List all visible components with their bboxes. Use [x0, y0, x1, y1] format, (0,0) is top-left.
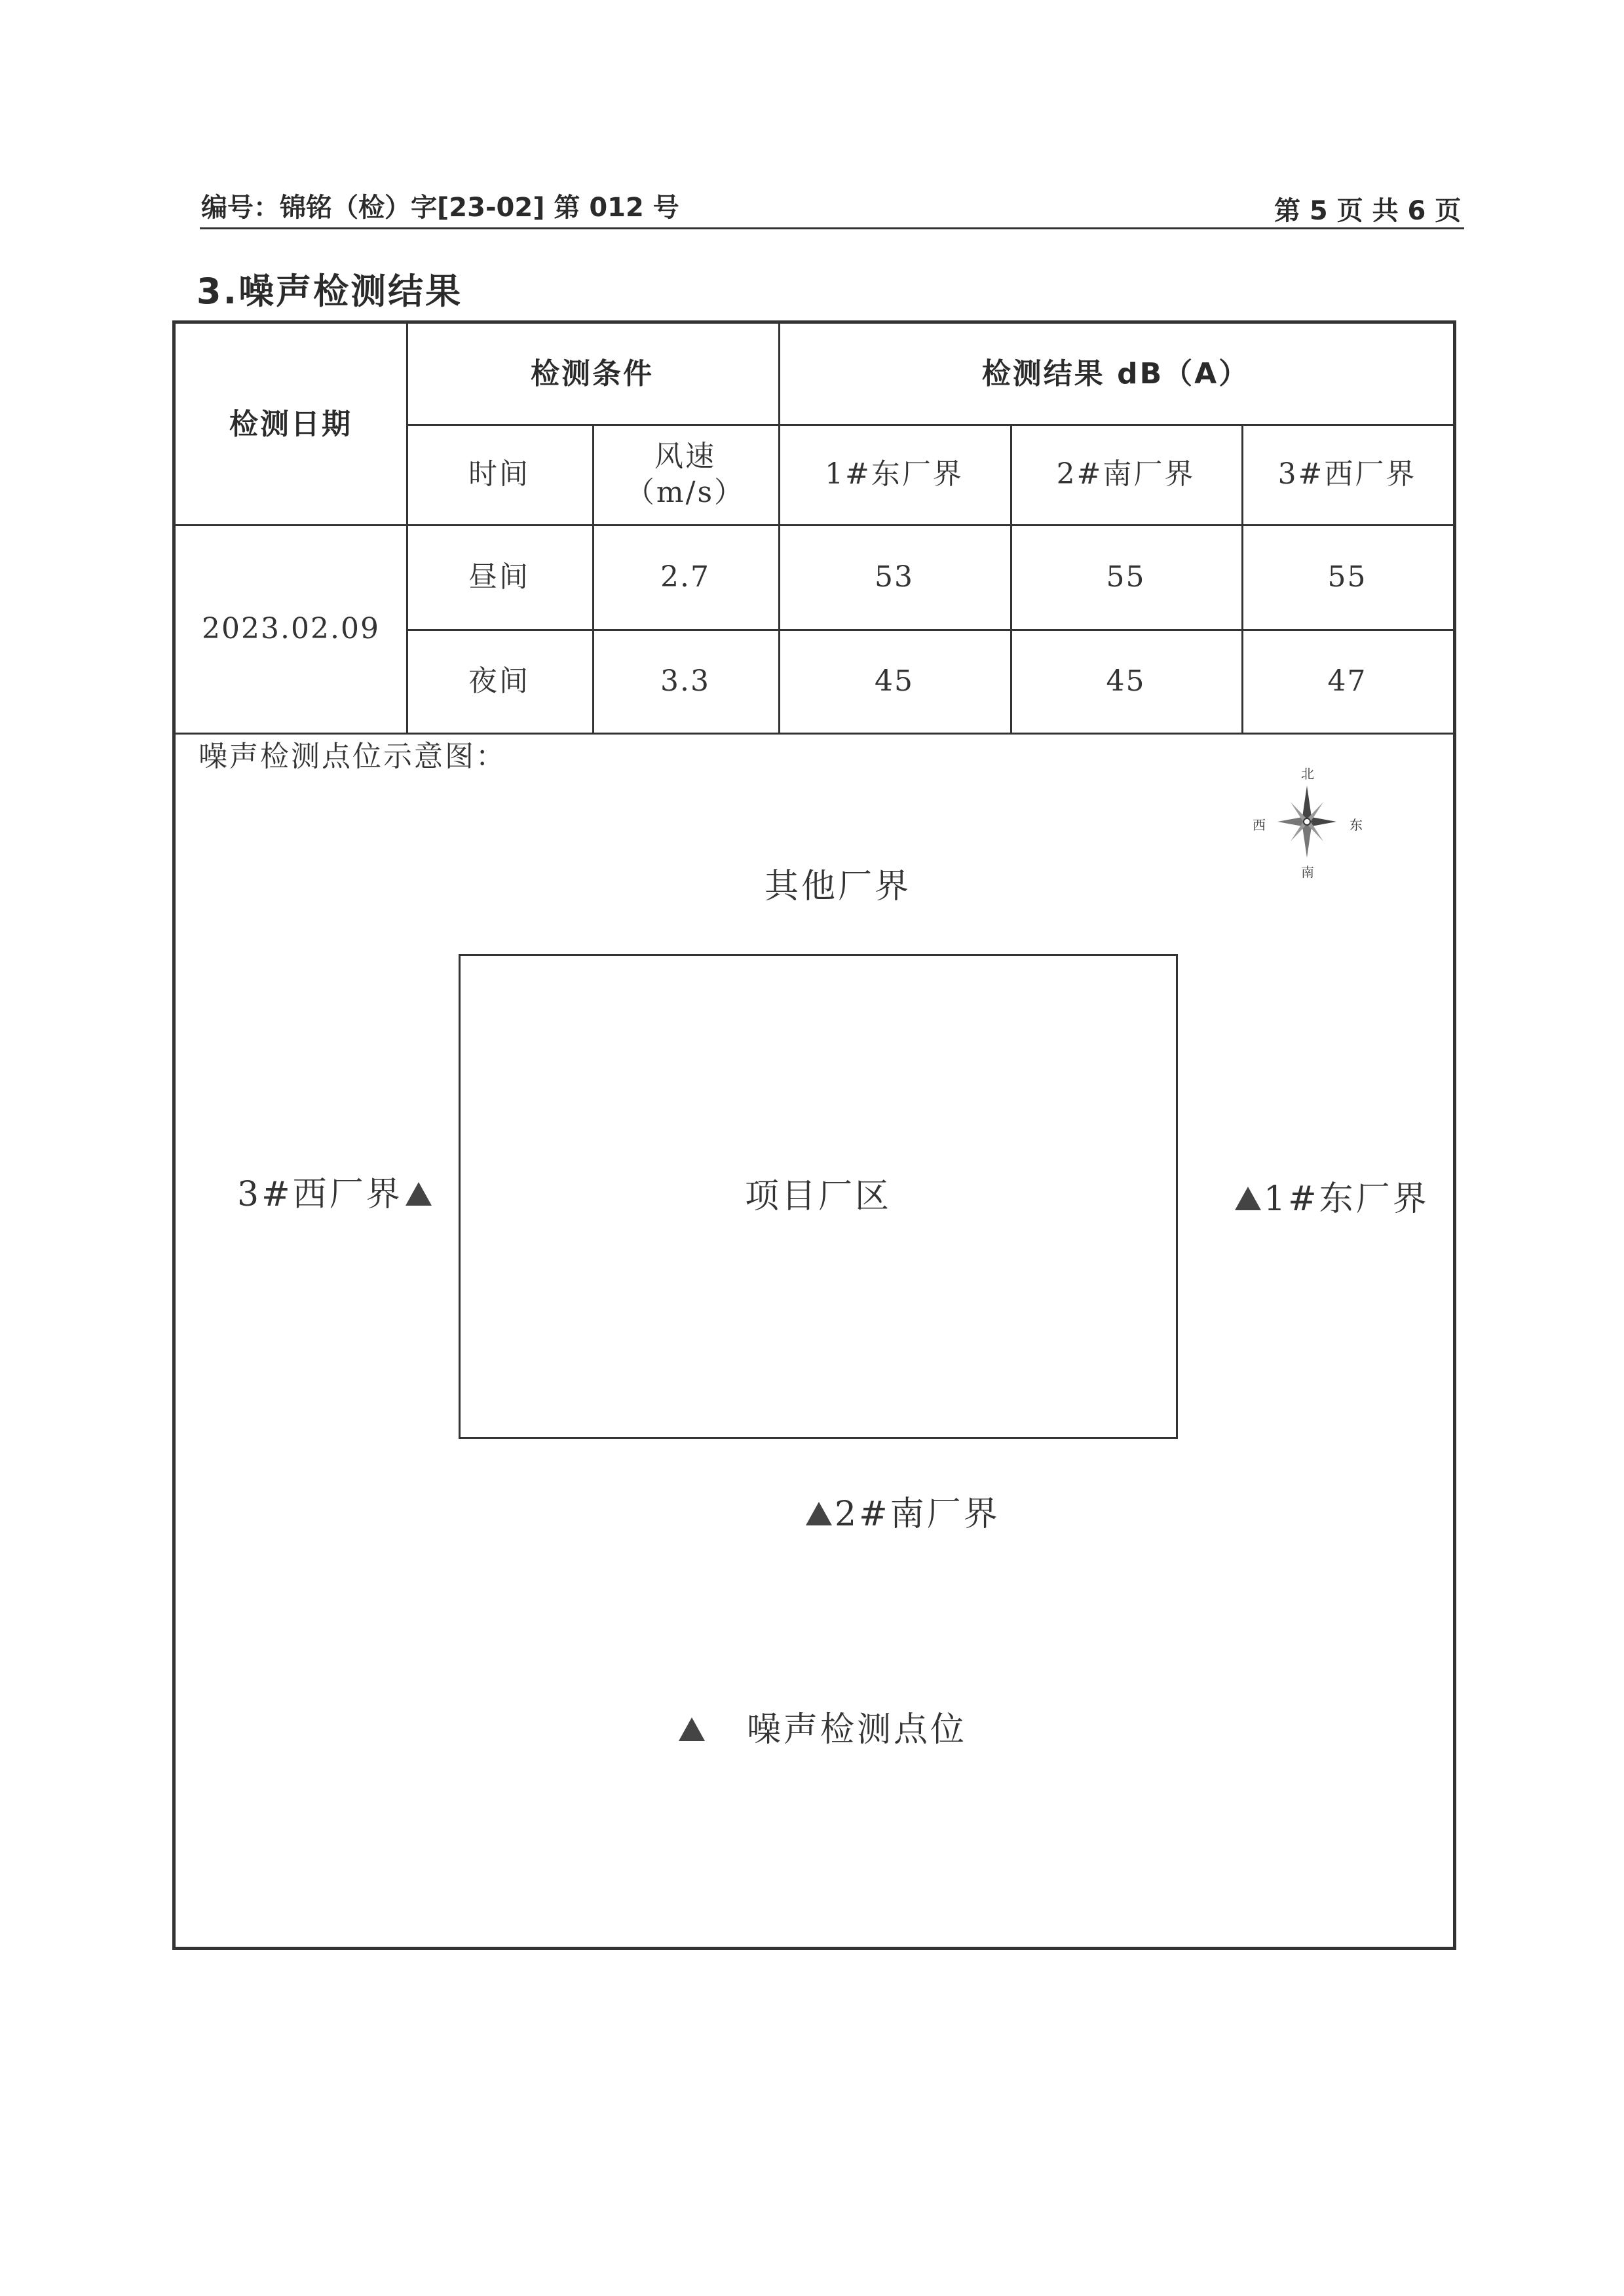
- triangle-icon: [679, 1717, 705, 1741]
- row-value-p2: 45: [1106, 664, 1146, 698]
- other-boundary-label: 其他厂界: [765, 867, 912, 906]
- plant-area-label: 项目厂区: [744, 1176, 892, 1216]
- header-point-1: 1#东厂界: [825, 457, 964, 491]
- header-point-3: 3#西厂界: [1277, 457, 1417, 491]
- compass: [1245, 763, 1369, 881]
- compass-rose-icon: [1277, 786, 1336, 858]
- compass-west: 西: [1253, 817, 1266, 833]
- row-time: 昼间: [468, 560, 530, 594]
- compass-south: 南: [1301, 864, 1314, 880]
- row-value-p2: 55: [1106, 560, 1146, 594]
- header-point-2: 2#南厂界: [1056, 457, 1196, 491]
- map-legend: [679, 1702, 967, 1751]
- section-title: 3.噪声检测结果: [197, 271, 463, 312]
- monitor-point-east: [1235, 1171, 1429, 1220]
- point-west-label: 3#西厂界: [237, 1175, 403, 1214]
- triangle-icon: [1235, 1187, 1261, 1210]
- row-time: 夜间: [468, 664, 530, 698]
- header-wind-label: 风速: [654, 439, 716, 473]
- triangle-icon: [406, 1182, 432, 1206]
- header-rule: [200, 227, 1464, 229]
- plant-area-box: [459, 954, 1178, 1439]
- row-wind: 2.7: [660, 560, 710, 594]
- header-results: 检测结果 dB（A）: [981, 357, 1250, 391]
- monitor-point-west: [237, 1166, 432, 1215]
- header-wind-unit: （m/s）: [625, 475, 746, 509]
- row-wind: 3.3: [660, 664, 710, 698]
- header-time: 时间: [468, 457, 530, 491]
- page-indicator: 第 5 页 共 6 页: [1274, 196, 1462, 226]
- row-value-p1: 53: [875, 560, 914, 594]
- point-east-label: 1#东厂界: [1264, 1179, 1429, 1219]
- header-wind: [592, 424, 778, 524]
- header-date: 检测日期: [229, 407, 352, 441]
- triangle-icon: [806, 1502, 832, 1525]
- row-value-p3: 47: [1327, 664, 1367, 698]
- document-number: 编号：锦铭（检）字[23-02] 第 012 号: [201, 193, 679, 223]
- date-cell: 2023.02.09: [202, 611, 380, 645]
- row-value-p1: 45: [875, 664, 914, 698]
- monitor-point-south: [806, 1486, 1000, 1535]
- map-caption: 噪声检测点位示意图：: [198, 740, 506, 773]
- compass-east: 东: [1350, 817, 1363, 833]
- legend-label: 噪声检测点位: [747, 1710, 968, 1750]
- compass-north: 北: [1301, 766, 1314, 782]
- point-south-label: 2#南厂界: [835, 1495, 1000, 1534]
- header-conditions: 检测条件: [531, 357, 654, 391]
- row-value-p3: 55: [1327, 560, 1367, 594]
